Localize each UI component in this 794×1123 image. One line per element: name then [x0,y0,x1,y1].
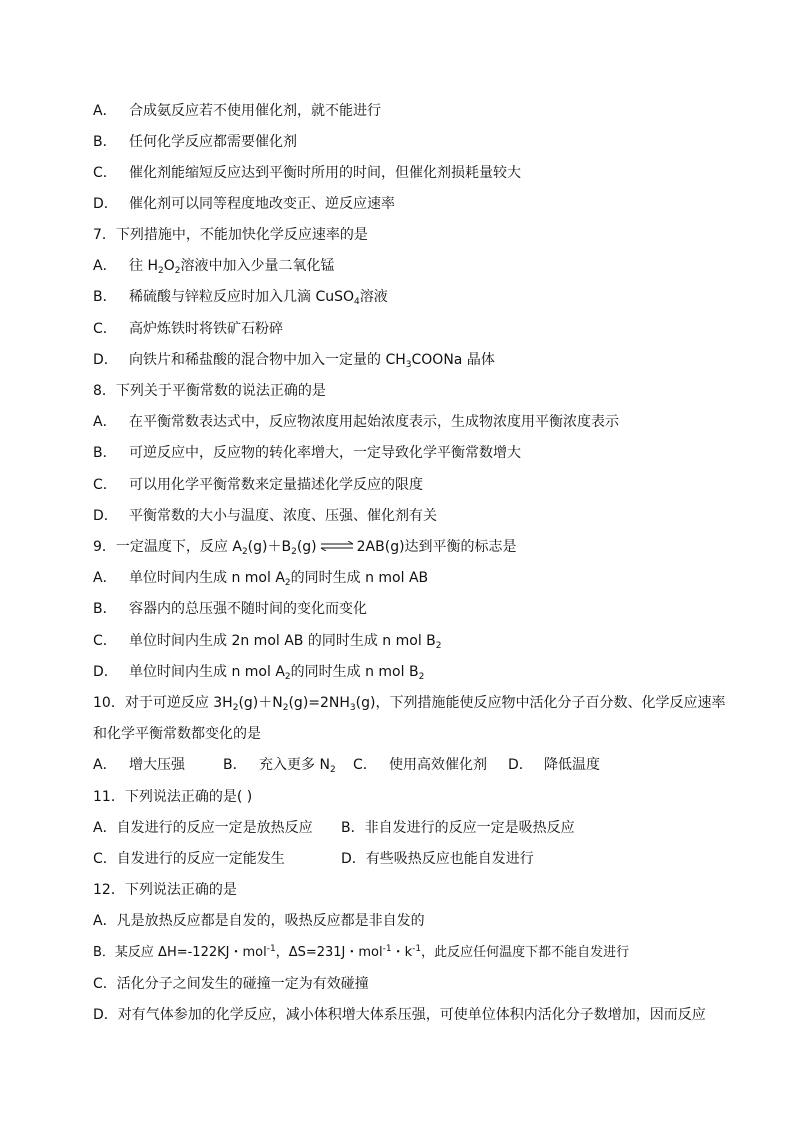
q10-option-c: C． 使用高效催化剂 [353,757,487,773]
q9-stem: 9．一定温度下，反应 $A_2(g)+B_2(g)$ 2AB(g)达到平衡的标志是 [93,539,517,557]
q8-option-a [93,413,754,431]
option-text: 单位时间内生成 2n mol AB 的同时生成 n mol $B_2$ [129,633,442,651]
option-text: 合成氨反应若不使用催化剂，就不能进行 [129,103,381,119]
option-letter: B． [93,134,117,150]
option-letter: C． [93,477,117,493]
q6-option-c [93,164,754,182]
q10-option-a: A． 增大压强 [93,757,185,773]
q10-option-b: B． 充入更多 $N_2$ [223,757,336,775]
q11-stem: 11．下列说法正确的是( ) [93,789,253,805]
q8-option-b [93,444,754,462]
option-letter: B． [93,289,117,305]
q7-option-c [93,320,754,338]
q11-option-c: C．自发进行的反应一定能发生 [93,851,285,867]
option-text: 往 $H_2O_2$溶液中加入少量二氧化锰 [129,258,335,276]
q10-options-row [93,756,754,774]
q12-stem: 12．下列说法正确的是 [93,882,237,898]
option-letter: D． [93,352,118,368]
q8-option-d [93,507,754,525]
q11-options-row-1 [93,819,754,837]
option-letter: A． [93,103,117,119]
option-text: 可以用化学平衡常数来定量描述化学反应的限度 [129,477,423,493]
q11-option-b: B．非自发进行的反应一定是吸热反应 [341,820,575,836]
option-text: 可逆反应中，反应物的转化率增大，一定导致化学平衡常数增大 [129,445,521,461]
option-letter: C． [93,165,117,181]
q11-option-a: A．自发进行的反应一定是放热反应 [93,820,313,836]
q12-option-c: C．活化分子之间发生的碰撞一定为有效碰撞 [93,976,369,992]
option-text: 任何化学反应都需要催化剂 [129,134,297,150]
option-text: 容器内的总压强不随时间的变化而变化 [129,601,367,617]
option-letter: D． [93,196,118,212]
q10-option-d: D． 降低温度 [508,757,600,773]
q9-option-d [93,663,754,681]
option-letter: D． [93,664,118,680]
option-text: 稀硫酸与锌粒反应时加入几滴 CuSO$_4$溶液 [129,289,388,307]
q8-option-c [93,476,754,494]
option-text: 高炉炼铁时将铁矿石粉碎 [129,321,283,337]
option-letter: B． [93,601,117,617]
q7-stem: 7．下列措施中，不能加快化学反应速率的是 [93,227,368,243]
q6-option-d [93,195,754,213]
option-letter: B． [93,445,117,461]
q12-option-b: B．某反应 ΔH=-122KJ・mol$^{-1}$，ΔS=231J・mol$^{-1}$・$k^{-1}$，此反应任何温度下都不能自发进行 [93,944,630,960]
option-text: 催化剂可以同等程度地改变正、逆反应速率 [129,196,395,212]
q11-option-d: D．有些吸热反应也能自发进行 [341,851,534,867]
q12-option-d: D．对有气体参加的化学反应，减小体积增大体系压强，可使单位体积内活化分子数增加，因而反应 [93,1007,706,1023]
option-text: 单位时间内生成 n mol $A_2$的同时生成 n mol $B_2$ [129,664,425,682]
equilibrium-arrow-icon [319,541,355,551]
q9-option-b [93,600,754,618]
option-letter: A． [93,570,117,586]
q6-option-b [93,133,754,151]
option-letter: A． [93,258,117,274]
option-letter: D． [93,508,118,524]
option-text: 单位时间内生成 n mol $A_2$的同时生成 n mol AB [129,570,429,588]
q12-option-a: A．凡是放热反应都是自发的，吸热反应都是非自发的 [93,913,425,929]
option-letter: C． [93,633,117,649]
q10-stem-continued: 和化学平衡常数都变化的是 [93,726,261,742]
option-text: 向铁片和稀盐酸的混合物中加入一定量的 $CH_3COONa$ 晶体 [129,352,495,370]
q9-option-c [93,632,754,650]
option-text: 催化剂能缩短反应达到平衡时所用的时间，但催化剂损耗量较大 [129,165,521,181]
q7-option-b [93,288,754,306]
option-text: 在平衡常数表达式中，反应物浓度用起始浓度表示，生成物浓度用平衡浓度表示 [129,414,619,430]
option-text: 平衡常数的大小与温度、浓度、压强、催化剂有关 [129,508,437,524]
option-letter: C． [93,321,117,337]
q11-options-row-2 [93,850,754,868]
q8-stem: 8．下列关于平衡常数的说法正确的是 [93,383,326,399]
q6-option-a [93,102,754,120]
q7-option-a [93,257,754,275]
option-letter: A． [93,414,117,430]
q7-option-d [93,351,754,369]
q10-stem: 10．对于可逆反应 $3H_2(g)+N_2(g)=2NH_3(g)$，下列措施能使反应物中活化分子百分数、化学反应速率 [93,695,726,713]
q9-option-a [93,569,754,587]
